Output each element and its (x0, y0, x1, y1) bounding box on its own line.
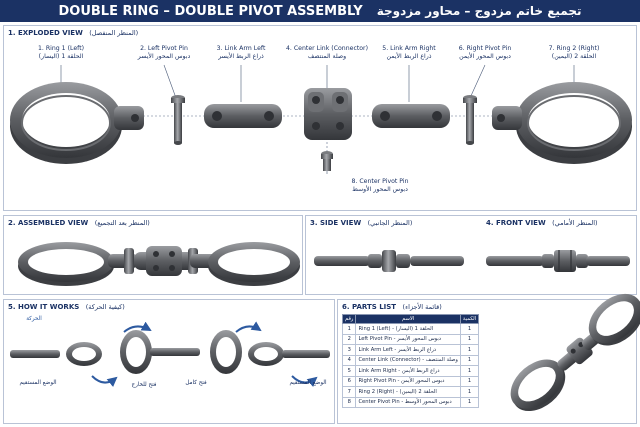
label-center-link: 4. Center Link (Connector) وصلة المنتصف (285, 45, 369, 60)
section-title: EXPLODED VIEW (17, 29, 83, 37)
column-name: الاسم (356, 315, 460, 324)
side-view-drawing (306, 216, 638, 296)
side-view-heading: 3. SIDE VIEW (المنظر الجانبي) (310, 219, 413, 227)
how-it-works-panel (3, 299, 335, 424)
part-number-cell: 3 (343, 345, 356, 356)
how-it-works-heading: 5. HOW IT WORKS (كيفية الحركة) (8, 303, 125, 311)
link-arm-left-part (204, 104, 282, 128)
center-pivot-pin-part (321, 151, 333, 171)
title-arabic: تجميع خاتم مزدوج – محاور مزدوجة (376, 4, 582, 18)
right-pivot-pin-part (463, 95, 477, 145)
part-number-cell: 6 (343, 376, 356, 387)
part-number-cell: 5 (343, 366, 356, 377)
motion-subtitle: الحركة (26, 316, 42, 322)
part-quantity-cell: 1 (460, 397, 478, 408)
part-name-cell: Center Pivot Pin - دبوس المحور الأوسط (356, 397, 460, 408)
column-quantity: الكمية (460, 315, 478, 324)
label-right-pivot-pin: 6. Right Pivot Pin دبوس المحور الأيمن (458, 45, 512, 60)
column-number: رقم (343, 315, 356, 324)
part-name-cell: Right Pivot Pin - دبوس المحور الأيمن (356, 376, 460, 387)
left-pivot-pin-part (171, 95, 185, 145)
part-name-cell: Center Link (Connector) - وصلة المنتصف (356, 355, 460, 366)
part-number-cell: 1 (343, 324, 356, 335)
label-left-pivot-pin: 2. Left Pivot Pin دبوس المحور الأيسر (137, 45, 191, 60)
assembled-view-heading: 2. ASSEMBLED VIEW (المنظر بعد التجميع) (8, 219, 150, 227)
ring-right-part (492, 82, 632, 164)
title-bar (0, 0, 640, 22)
part-quantity-cell: 1 (460, 355, 478, 366)
front-view-heading: 4. FRONT VIEW (المنظر الأمامي) (486, 219, 598, 227)
ring-left-part (10, 82, 144, 164)
part-name-cell: Ring 1 (Left) - الحلقة 1 (اليسار) (356, 324, 460, 335)
label-ring-right: 7. Ring 2 (Right) الحلقة 2 (اليمين) (548, 45, 600, 60)
parts-list-heading: 6. PARTS LIST (قائمة الأجزاء) (342, 303, 442, 311)
title-english: DOUBLE RING – DOUBLE PIVOT ASSEMBLY (58, 3, 363, 19)
label-center-pivot-pin: 8. Center Pivot Pin دبوس المحور الأوسط (351, 178, 409, 193)
parts-preview-drawing (338, 300, 638, 425)
part-number-cell: 4 (343, 355, 356, 366)
exploded-view-panel (3, 25, 637, 211)
assembled-view-panel (3, 215, 303, 295)
part-number-cell: 2 (343, 334, 356, 345)
part-quantity-cell: 1 (460, 324, 478, 335)
parts-list-panel (337, 299, 637, 424)
link-arm-right-part (372, 104, 450, 128)
section-number: 1. (8, 29, 16, 37)
assembled-drawing (4, 216, 304, 296)
part-quantity-cell: 1 (460, 366, 478, 377)
part-number-cell: 7 (343, 387, 356, 398)
label-link-arm-left: 3. Link Arm Left ذراع الربط الأيسر (216, 45, 266, 60)
motion-label-opening: فتح للخارج (131, 382, 157, 388)
motion-drawing (4, 300, 336, 425)
motion-label-straight-start: الوضع المستقيم (19, 380, 57, 386)
section-title-arabic: (المنظر المنفصل) (89, 29, 139, 37)
center-link-part (304, 88, 352, 140)
exploded-drawing (4, 26, 638, 212)
part-quantity-cell: 1 (460, 387, 478, 398)
label-link-arm-right: 5. Link Arm Right ذراع الربط الأيمن (382, 45, 436, 60)
side-view-panel (305, 215, 637, 295)
motion-label-fully-open: فتح كامل (185, 380, 207, 386)
label-ring-left: 1. Ring 1 (Left) الحلقة 1 (اليسار) (37, 45, 85, 60)
part-name-cell: Link Arm Right - ذراع الربط الأيمن (356, 366, 460, 377)
motion-label-straight-end: الوضع المستقيم (289, 380, 327, 386)
part-quantity-cell: 1 (460, 334, 478, 345)
part-number-cell: 8 (343, 397, 356, 408)
part-quantity-cell: 1 (460, 376, 478, 387)
part-name-cell: Ring 2 (Right) - الحلقة 2 (اليمين) (356, 387, 460, 398)
part-name-cell: Left Pivot Pin - دبوس المحور الأيسر (356, 334, 460, 345)
part-name-cell: Link Arm Left - ذراع الربط الأيسر (356, 345, 460, 356)
part-quantity-cell: 1 (460, 345, 478, 356)
